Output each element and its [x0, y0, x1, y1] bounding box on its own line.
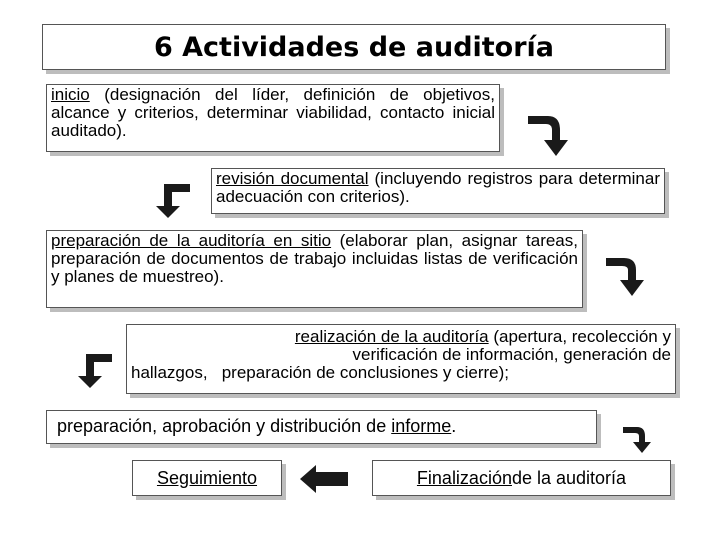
step-revision-documental	[211, 168, 665, 214]
step-seguimiento-key: Seguimiento	[156, 467, 258, 488]
step-preparacion-sitio	[46, 230, 583, 308]
step-inicio-desc: (designación del líder, definición de objetivos, alcance y criterios, determinar viabilidad, contacto inicial auditado).	[51, 85, 495, 140]
step-preparacion-key: preparación de la auditoría en sitio	[51, 231, 332, 250]
step-realizacion-key: realización de la auditoría	[294, 327, 489, 346]
step-realizacion-line3: hallazgos, preparación de conclusiones y cierre);	[131, 363, 509, 382]
step-realizacion-desc1: (apertura, recolección y	[488, 327, 671, 346]
bent-arrow-right-down-icon	[622, 424, 656, 454]
step-preparacion-desc: (elaborar plan, asignar tareas, preparación de documentos de trabajo incluidas listas de verificación y planes de muestreo).	[51, 231, 578, 286]
page-title: 6 Actividades de auditoría	[42, 24, 666, 70]
bent-arrow-right-down-icon	[526, 110, 572, 158]
step-realizacion	[126, 324, 676, 394]
arrow-left-icon	[298, 462, 350, 496]
step-informe	[46, 410, 597, 444]
step-finalizacion-key: Finalización	[416, 467, 512, 488]
step-realizacion-line2: verificación de información, generación de	[352, 345, 671, 364]
step-informe-prefix: preparación, aprobación y distribución de	[57, 416, 392, 436]
step-inicio-key: inicio	[51, 85, 90, 104]
step-revision-key: revisión documental	[216, 169, 369, 188]
bent-arrow-left-down-icon	[156, 180, 190, 220]
step-informe-suffix: .	[451, 416, 457, 436]
step-finalizacion-desc: de la auditoría	[511, 467, 627, 488]
step-realizacion-line1	[131, 328, 671, 346]
step-informe-key: informe	[391, 416, 452, 436]
step-inicio	[46, 84, 500, 152]
bent-arrow-left-down-icon	[78, 350, 114, 390]
step-finalizacion	[372, 460, 671, 496]
step-revision-desc: (incluyendo registros para determinar adecuación con criterios).	[216, 169, 660, 206]
bent-arrow-right-down-icon	[604, 254, 650, 298]
step-seguimiento	[132, 460, 282, 496]
